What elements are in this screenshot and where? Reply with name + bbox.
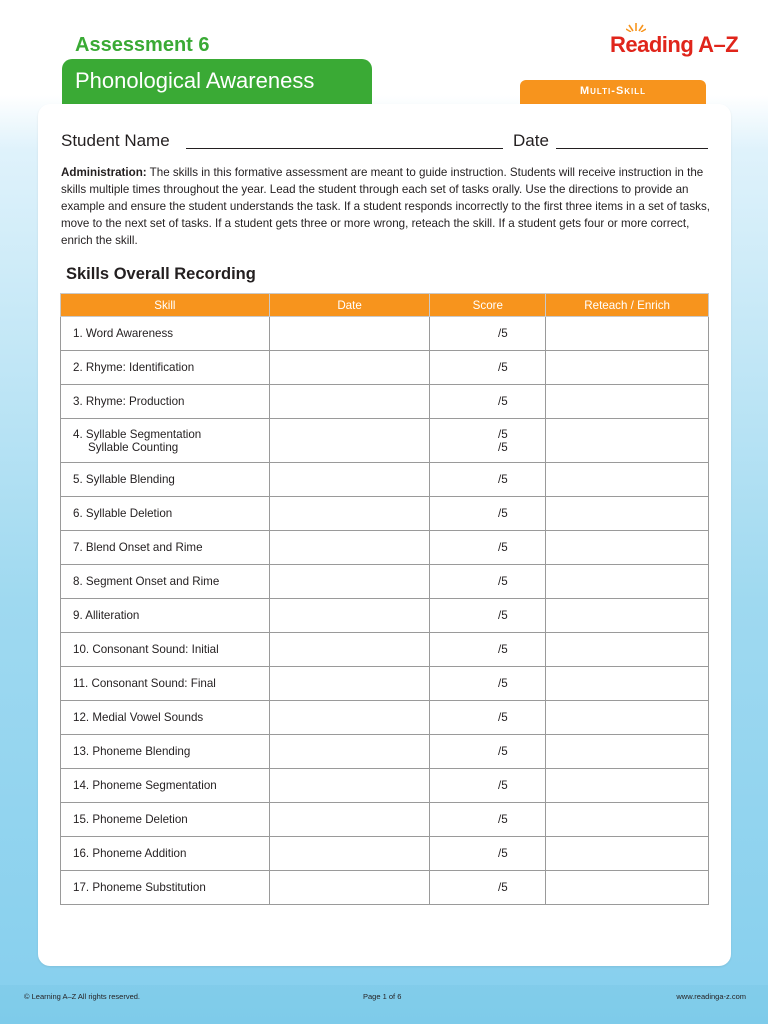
score-cell[interactable] xyxy=(430,463,546,497)
score-value: /5 xyxy=(497,361,508,374)
skill-cell xyxy=(61,565,270,599)
score-cell[interactable] xyxy=(430,317,546,351)
student-info-row xyxy=(61,131,709,153)
header-score: Score xyxy=(430,294,546,317)
skill-cell xyxy=(61,803,270,837)
page-title: Phonological Awareness xyxy=(62,59,372,105)
reteach-enrich-cell[interactable] xyxy=(546,633,709,667)
skill-cell xyxy=(61,351,270,385)
date-cell[interactable] xyxy=(269,531,430,565)
skill-cell xyxy=(61,463,270,497)
score-value: /5 xyxy=(497,677,508,690)
date-cell[interactable] xyxy=(269,701,430,735)
date-cell[interactable] xyxy=(269,385,430,419)
date-cell[interactable] xyxy=(269,599,430,633)
date-cell[interactable] xyxy=(269,633,430,667)
skills-table xyxy=(60,293,709,905)
brand-name: Reading A–Z xyxy=(610,32,739,57)
skill-label: 15. Phoneme Deletion xyxy=(73,813,188,826)
score-value: /5 xyxy=(497,643,508,656)
skill-label: 17. Phoneme Substitution xyxy=(73,881,206,894)
skill-cell xyxy=(61,497,270,531)
score-value: /5 xyxy=(497,327,508,340)
score-cell[interactable] xyxy=(430,633,546,667)
skill-label: 5. Syllable Blending xyxy=(73,473,175,486)
table-row xyxy=(61,351,709,385)
score-cell[interactable] xyxy=(430,837,546,871)
skill-label: 7. Blend Onset and Rime xyxy=(73,541,203,554)
reteach-enrich-cell[interactable] xyxy=(546,871,709,905)
skill-label: 16. Phoneme Addition xyxy=(73,847,187,860)
assessment-number: Assessment 6 xyxy=(75,34,210,56)
reteach-enrich-cell[interactable] xyxy=(546,419,709,463)
score-value: /5 xyxy=(497,881,508,894)
table-row xyxy=(61,633,709,667)
score-cell[interactable] xyxy=(430,803,546,837)
table-row xyxy=(61,769,709,803)
reteach-enrich-cell[interactable] xyxy=(546,803,709,837)
header-date: Date xyxy=(269,294,430,317)
score-cell[interactable] xyxy=(430,871,546,905)
footer-url: www.readinga-z.com xyxy=(676,992,746,1001)
student-name-line[interactable] xyxy=(186,148,503,149)
table-row xyxy=(61,531,709,565)
score-value: /5 xyxy=(497,745,508,758)
skill-cell xyxy=(61,837,270,871)
score-value: /5 xyxy=(497,779,508,792)
administration-body: The skills in this formative assessment are meant to guide instruction. Students will receive instruction in the skills multiple times throughout the year. Lead the student through each set of tasks orally. Use the directions to provide an example and ensure the student understands the task. If a student responds incorrectly to the first three items in a set of tasks, move to the next set of tasks. If a student gets three or more wrong, reteach the skill. If a student gets four or more correct, enrich the skill. xyxy=(61,166,710,247)
date-cell[interactable] xyxy=(269,497,430,531)
date-line[interactable] xyxy=(556,148,708,149)
score-value: /5 xyxy=(497,395,508,408)
page-footer xyxy=(24,992,746,1004)
table-row xyxy=(61,667,709,701)
skill-cell xyxy=(61,317,270,351)
date-cell[interactable] xyxy=(269,803,430,837)
reteach-enrich-cell[interactable] xyxy=(546,599,709,633)
date-cell[interactable] xyxy=(269,871,430,905)
skill-cell xyxy=(61,701,270,735)
skill-cell xyxy=(61,769,270,803)
date-cell[interactable] xyxy=(269,735,430,769)
date-cell[interactable] xyxy=(269,419,430,463)
score-value: /5 xyxy=(497,541,508,554)
date-label: Date xyxy=(513,131,549,150)
skill-cell xyxy=(61,667,270,701)
score-cell[interactable] xyxy=(430,419,546,463)
reteach-enrich-cell[interactable] xyxy=(546,497,709,531)
skill-label: 2. Rhyme: Identification xyxy=(73,361,195,374)
reteach-enrich-cell[interactable] xyxy=(546,385,709,419)
skill-label: 10. Consonant Sound: Initial xyxy=(73,643,219,656)
table-row xyxy=(61,565,709,599)
table-row xyxy=(61,317,709,351)
score-cell[interactable] xyxy=(430,531,546,565)
score-cell[interactable] xyxy=(430,385,546,419)
table-row xyxy=(61,837,709,871)
table-row xyxy=(61,497,709,531)
score-value: /5 xyxy=(497,440,508,454)
score-cell[interactable] xyxy=(430,565,546,599)
date-cell[interactable] xyxy=(269,463,430,497)
administration-text xyxy=(61,164,711,249)
score-cell[interactable] xyxy=(430,351,546,385)
date-cell[interactable] xyxy=(269,565,430,599)
administration-label: Administration: xyxy=(61,166,147,179)
skill-label: 14. Phoneme Segmentation xyxy=(73,779,217,792)
score-value: /5 xyxy=(497,575,508,588)
date-cell[interactable] xyxy=(269,769,430,803)
skill-label: 1. Word Awareness xyxy=(73,327,174,340)
date-cell[interactable] xyxy=(269,351,430,385)
skill-cell xyxy=(61,633,270,667)
table-row xyxy=(61,701,709,735)
score-value: /5 xyxy=(497,609,508,622)
score-cell[interactable] xyxy=(430,701,546,735)
table-row xyxy=(61,599,709,633)
student-name-label: Student Name xyxy=(61,131,170,150)
score-cell[interactable] xyxy=(430,497,546,531)
score-cell[interactable] xyxy=(430,769,546,803)
table-row xyxy=(61,419,709,463)
header-reteach-enrich: Reteach / Enrich xyxy=(546,294,709,317)
date-cell[interactable] xyxy=(269,317,430,351)
reteach-enrich-cell[interactable] xyxy=(546,667,709,701)
score-value: /5 xyxy=(497,711,508,724)
reteach-enrich-cell[interactable] xyxy=(546,701,709,735)
reteach-enrich-cell[interactable] xyxy=(546,735,709,769)
skill-cell xyxy=(61,385,270,419)
table-row xyxy=(61,735,709,769)
skill-cell xyxy=(61,419,270,463)
skill-cell xyxy=(61,531,270,565)
score-cell[interactable] xyxy=(430,599,546,633)
reteach-enrich-cell[interactable] xyxy=(546,531,709,565)
table-row xyxy=(61,463,709,497)
score-value: /5 xyxy=(497,847,508,860)
table-header-row xyxy=(61,294,709,317)
multi-skill-tag: Multi-Skill xyxy=(520,80,706,104)
footer-copyright: © Learning A–Z All rights reserved. xyxy=(24,992,141,1001)
score-cell[interactable] xyxy=(430,667,546,701)
score-value: /5 xyxy=(497,427,508,441)
skill-label: 3. Rhyme: Production xyxy=(73,395,185,408)
skill-label: 13. Phoneme Blending xyxy=(73,745,191,758)
reteach-enrich-cell[interactable] xyxy=(546,317,709,351)
reteach-enrich-cell[interactable] xyxy=(546,837,709,871)
score-cell[interactable] xyxy=(430,735,546,769)
skills-table-body xyxy=(61,317,709,905)
skill-cell xyxy=(61,735,270,769)
score-value: /5 xyxy=(497,473,508,486)
score-value: /5 xyxy=(497,507,508,520)
footer-page-number: Page 1 of 6 xyxy=(363,992,402,1001)
skill-label: 12. Medial Vowel Sounds xyxy=(73,711,204,724)
section-title: Skills Overall Recording xyxy=(66,265,256,283)
skill-cell xyxy=(61,599,270,633)
score-value: /5 xyxy=(497,813,508,826)
skill-cell xyxy=(61,871,270,905)
reteach-enrich-cell[interactable] xyxy=(546,463,709,497)
skill-sublabel: Syllable Counting xyxy=(88,440,179,454)
table-row xyxy=(61,871,709,905)
skill-label: 4. Syllable Segmentation xyxy=(73,427,202,441)
table-row xyxy=(61,803,709,837)
date-cell[interactable] xyxy=(269,667,430,701)
date-cell[interactable] xyxy=(269,837,430,871)
brand-logo xyxy=(610,28,739,62)
skill-label: 8. Segment Onset and Rime xyxy=(73,575,220,588)
reteach-enrich-cell[interactable] xyxy=(546,351,709,385)
skill-label: 11. Consonant Sound: Final xyxy=(73,677,216,690)
skill-label: 6. Syllable Deletion xyxy=(73,507,173,520)
reteach-enrich-cell[interactable] xyxy=(546,769,709,803)
skill-label: 9. Alliteration xyxy=(73,609,140,622)
reteach-enrich-cell[interactable] xyxy=(546,565,709,599)
header-skill: Skill xyxy=(61,294,270,317)
table-row xyxy=(61,385,709,419)
sun-rays-icon xyxy=(626,22,646,32)
